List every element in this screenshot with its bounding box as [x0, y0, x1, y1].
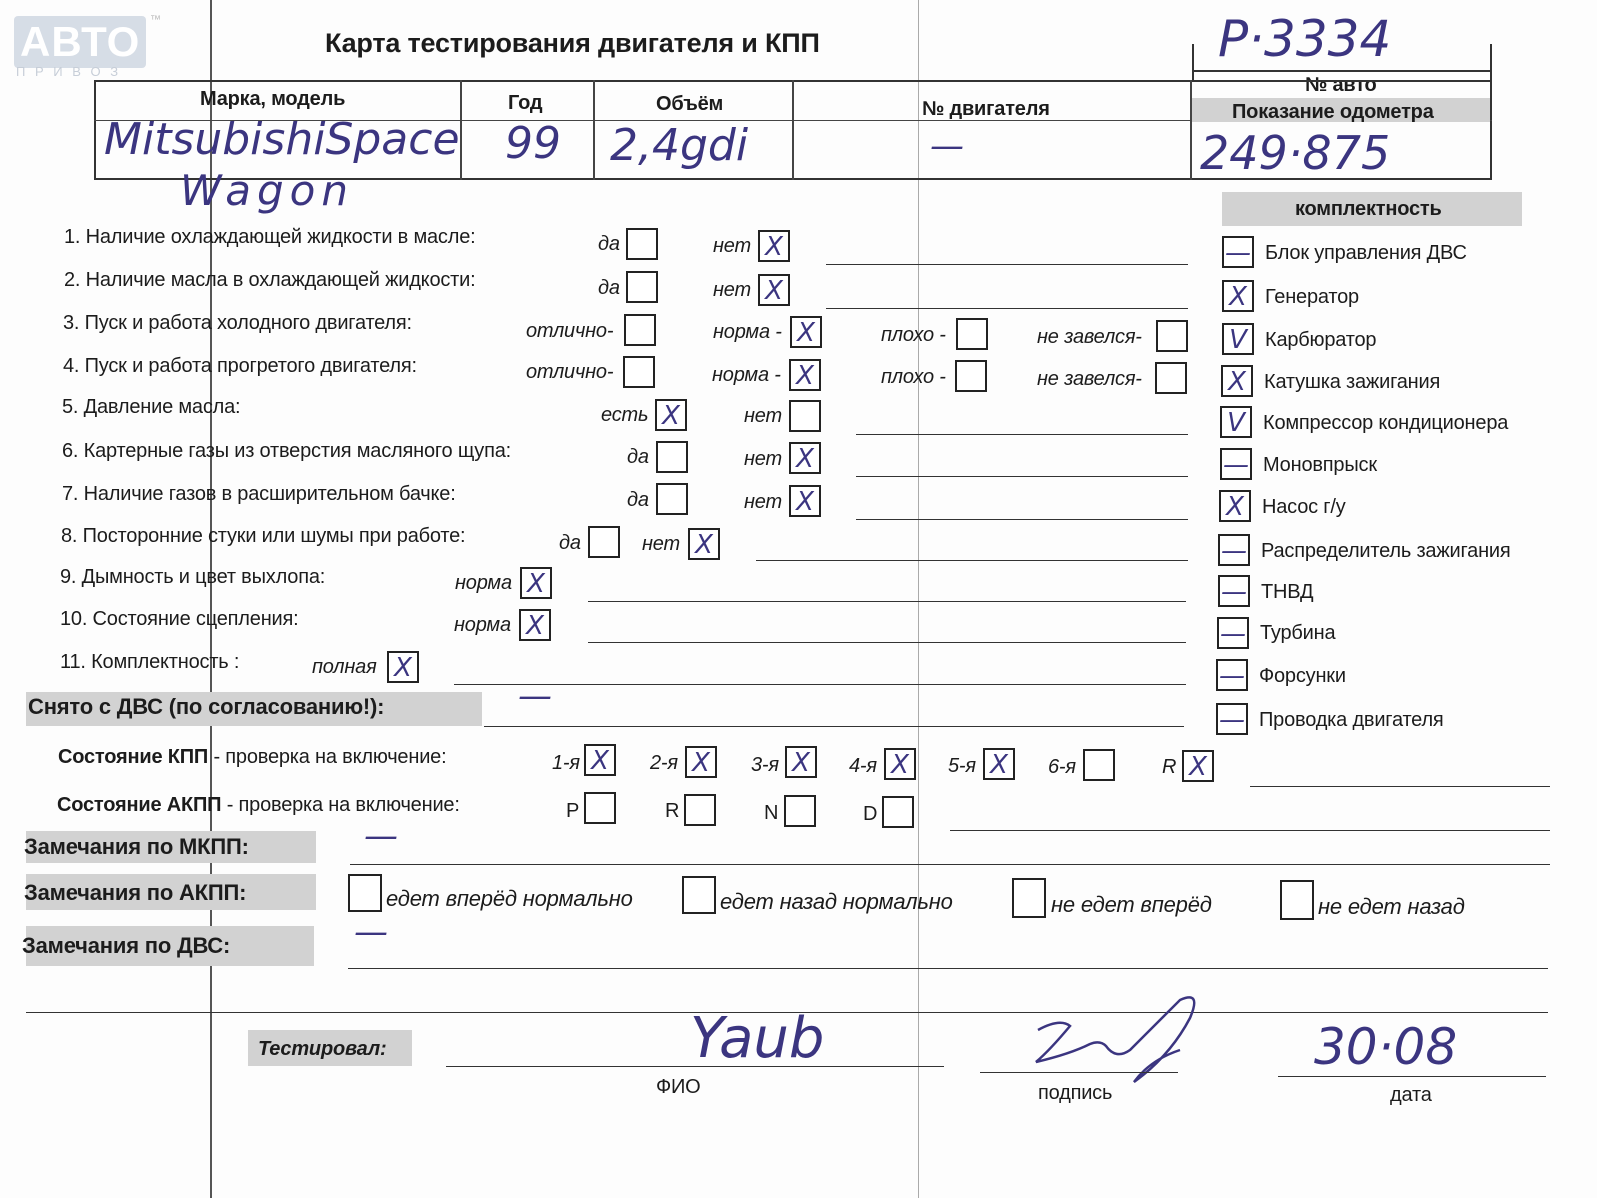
- completeness-item: Распределитель зажигания: [1261, 540, 1511, 562]
- option-label: норма -: [712, 364, 781, 386]
- checkbox-q2-no[interactable]: X: [758, 274, 790, 306]
- option-label: отлично-: [526, 320, 614, 342]
- date-line: [1278, 1076, 1546, 1077]
- fio-line: [446, 1066, 944, 1067]
- removed-value: —: [518, 676, 552, 716]
- header-col-divider: [460, 80, 462, 180]
- completeness-checkbox[interactable]: —: [1218, 534, 1250, 566]
- checkbox-q3-nostart[interactable]: [1156, 320, 1188, 352]
- akpp-label-rest: - проверка на включение:: [221, 794, 460, 816]
- option-label: не завелся-: [1037, 368, 1142, 390]
- checkbox-q3-bad[interactable]: [956, 318, 988, 350]
- completeness-item: Проводка двигателя: [1259, 709, 1444, 731]
- odometer-header: Показание одометра: [1232, 101, 1434, 123]
- notes-dvs-label: Замечания по ДВС:: [22, 933, 231, 958]
- akpp-gear-label: N: [764, 802, 779, 824]
- question-11: 11. Комплектность :: [60, 651, 240, 673]
- checkbox-q5-present[interactable]: X: [655, 399, 687, 431]
- year-value: 99: [505, 118, 561, 169]
- option-label: нет: [713, 279, 751, 301]
- question-10: 10. Состояние сцепления:: [60, 608, 299, 630]
- checkbox-q4-excellent[interactable]: [623, 356, 655, 388]
- option-label: да: [559, 532, 581, 554]
- gear-label: 1-я: [552, 752, 580, 774]
- checkbox-q6-yes[interactable]: [656, 441, 688, 473]
- checkbox-q5-no[interactable]: [789, 400, 821, 432]
- question-1: 1. Наличие охлаждающей жидкости в масле:: [64, 226, 476, 248]
- checkbox-q3-excellent[interactable]: [624, 314, 656, 346]
- notes-mkpp-value: —: [364, 816, 398, 856]
- checkbox-q8-no[interactable]: X: [688, 528, 720, 560]
- question-7: 7. Наличие газов в расширительном бачке:: [62, 483, 456, 505]
- completeness-checkbox[interactable]: —: [1216, 703, 1248, 735]
- answer-line: [348, 968, 1548, 969]
- make-header: Марка, модель: [200, 88, 346, 110]
- make-value: MitsubishiSpace: [104, 114, 460, 165]
- akpp-gear-label: D: [863, 803, 878, 825]
- gear-label: 3-я: [751, 754, 779, 776]
- checkbox-q4-bad[interactable]: [955, 360, 987, 392]
- header-border: [1192, 44, 1194, 80]
- checkbox-q7-no[interactable]: X: [789, 485, 821, 517]
- fio-value: Yaub: [690, 1006, 825, 1071]
- akpp-gear-label: R: [665, 800, 680, 822]
- answer-line: [350, 864, 1550, 865]
- completeness-item: Форсунки: [1259, 665, 1346, 687]
- tested-by-label: Тестировал:: [258, 1038, 387, 1060]
- completeness-item: Моновпрыск: [1263, 454, 1377, 476]
- checkbox-q7-yes[interactable]: [656, 483, 688, 515]
- signature-line: [980, 1072, 1178, 1073]
- option-label: нет: [642, 533, 680, 555]
- answer-line: [484, 726, 1184, 727]
- completeness-item: Генератор: [1265, 286, 1359, 308]
- option-label: нет: [744, 448, 782, 470]
- notes-akpp-label: Замечания по АКПП:: [24, 880, 247, 905]
- completeness-item: Компрессор кондиционера: [1263, 412, 1509, 434]
- option-label: да: [598, 277, 620, 299]
- notes-dvs-value: —: [354, 912, 388, 952]
- answer-line: [856, 476, 1188, 477]
- completeness-item: Карбюратор: [1265, 329, 1377, 351]
- logo: [14, 14, 161, 68]
- checkbox-akpp-forward-ok[interactable]: [348, 874, 382, 912]
- checkbox-q2-yes[interactable]: [626, 271, 658, 303]
- checkbox-gear-1[interactable]: X: [584, 744, 616, 776]
- checkbox-q8-yes[interactable]: [588, 526, 620, 558]
- checkbox-q4-normal[interactable]: X: [789, 359, 821, 391]
- akpp-label: [57, 794, 460, 817]
- answer-line: [950, 830, 1550, 831]
- completeness-checkbox[interactable]: —: [1216, 659, 1248, 691]
- option-label: норма -: [713, 321, 782, 343]
- checkbox-akpp-no-forward[interactable]: [1012, 878, 1046, 918]
- question-5: 5. Давление масла:: [62, 396, 241, 418]
- akpp-option: не едет назад: [1318, 894, 1465, 919]
- make-value-2: Wagon: [180, 166, 354, 215]
- checkbox-q10-normal[interactable]: X: [519, 609, 551, 641]
- checkbox-akpp-n[interactable]: [784, 795, 816, 827]
- gear-label: 2-я: [650, 752, 678, 774]
- answer-line: [856, 519, 1188, 520]
- mkpp-label-bold: Состояние КПП: [58, 746, 209, 768]
- option-label: да: [627, 489, 649, 511]
- removed-label: Снято с ДВС (по согласованию!):: [28, 694, 385, 719]
- checkbox-q1-no[interactable]: X: [758, 230, 790, 262]
- checkbox-gear-3[interactable]: X: [785, 746, 817, 778]
- volume-value: 2,4gdi: [610, 120, 749, 171]
- completeness-checkbox[interactable]: —: [1218, 575, 1250, 607]
- option-label: норма: [454, 614, 511, 636]
- option-label: норма: [455, 572, 512, 594]
- option-label: полная: [312, 656, 377, 678]
- completeness-title: комплектность: [1295, 198, 1442, 220]
- answer-line: [588, 642, 1186, 643]
- completeness-checkbox[interactable]: V: [1220, 406, 1252, 438]
- answer-line: [756, 560, 1188, 561]
- akpp-option: едет вперёд нормально: [386, 886, 633, 911]
- logo-tm: ™: [150, 14, 161, 26]
- completeness-item: Насос г/у: [1262, 496, 1346, 518]
- mkpp-label-rest: - проверка на включение:: [208, 746, 447, 768]
- date-value: 30·08: [1314, 1018, 1458, 1076]
- odometer-value: 249·875: [1200, 126, 1391, 180]
- car-number-label: № авто: [1305, 74, 1377, 96]
- completeness-item: Блок управления ДВС: [1265, 242, 1467, 264]
- akpp-option: едет назад нормально: [720, 889, 953, 914]
- answer-line: [588, 601, 1186, 602]
- checkbox-q3-normal[interactable]: X: [790, 316, 822, 348]
- header-col-divider: [593, 80, 595, 180]
- checkbox-q4-nostart[interactable]: [1155, 362, 1187, 394]
- checkbox-akpp-d[interactable]: [882, 796, 914, 828]
- year-header: Год: [508, 92, 543, 114]
- checkbox-gear-4[interactable]: X: [884, 748, 916, 780]
- completeness-checkbox[interactable]: —: [1220, 448, 1252, 480]
- answer-line: [856, 434, 1188, 435]
- option-label: нет: [713, 235, 751, 257]
- page-title: Карта тестирования двигателя и КПП: [325, 28, 820, 58]
- logo-text: АВТО: [20, 18, 141, 65]
- header-border: [1490, 44, 1492, 80]
- completeness-checkbox[interactable]: X: [1222, 280, 1254, 312]
- completeness-checkbox[interactable]: —: [1217, 617, 1249, 649]
- engine-no-value: —: [930, 126, 964, 166]
- question-4: 4. Пуск и работа прогретого двигателя:: [63, 355, 417, 377]
- date-label: дата: [1390, 1084, 1432, 1106]
- completeness-checkbox[interactable]: X: [1219, 490, 1251, 522]
- question-6: 6. Картерные газы из отверстия масляного щупа:: [62, 440, 512, 462]
- option-label: плохо -: [881, 366, 946, 388]
- signature: [1030, 990, 1210, 1090]
- checkbox-akpp-r[interactable]: [684, 794, 716, 826]
- volume-header: Объём: [656, 93, 724, 115]
- question-3: 3. Пуск и работа холодного двигателя:: [63, 312, 412, 334]
- checkbox-q9-normal[interactable]: X: [520, 567, 552, 599]
- checkbox-gear-2[interactable]: X: [685, 746, 717, 778]
- car-number-value: P·3334: [1218, 10, 1392, 68]
- checkbox-q11-full[interactable]: X: [387, 651, 419, 683]
- gear-label: 5-я: [948, 755, 976, 777]
- checkbox-gear-r[interactable]: X: [1182, 750, 1214, 782]
- option-label: да: [598, 233, 620, 255]
- option-label: отлично-: [526, 361, 614, 383]
- answer-line: [454, 684, 1186, 685]
- engine-no-header: № двигателя: [922, 98, 1050, 120]
- header-col-divider: [792, 80, 794, 180]
- akpp-option: не едет вперёд: [1051, 892, 1212, 917]
- option-label: не завелся-: [1037, 326, 1142, 348]
- checkbox-gear-6[interactable]: [1083, 749, 1115, 781]
- gear-label: 6-я: [1048, 756, 1076, 778]
- checkbox-gear-5[interactable]: X: [983, 748, 1015, 780]
- question-8: 8. Посторонние стуки или шумы при работе:: [61, 525, 466, 547]
- header-col-divider: [1190, 80, 1192, 180]
- gear-label: R: [1162, 756, 1177, 778]
- akpp-label-bold: Состояние АКПП: [57, 794, 222, 816]
- notes-mkpp-label: Замечания по МКПП:: [24, 834, 249, 859]
- option-label: нет: [744, 405, 782, 427]
- checkbox-akpp-no-back[interactable]: [1280, 880, 1314, 920]
- option-label: нет: [744, 491, 782, 513]
- completeness-item: Турбина: [1260, 622, 1336, 644]
- answer-line: [826, 264, 1188, 265]
- question-2: 2. Наличие масла в охлаждающей жидкости:: [64, 269, 476, 291]
- checkbox-q6-no[interactable]: X: [789, 442, 821, 474]
- header-border: [1192, 70, 1492, 72]
- logo-subtitle: П Р И В О З: [16, 64, 122, 79]
- akpp-gear-label: P: [566, 800, 580, 822]
- completeness-checkbox[interactable]: V: [1222, 323, 1254, 355]
- answer-line: [1250, 786, 1550, 787]
- option-label: да: [627, 446, 649, 468]
- option-label: есть: [601, 404, 649, 426]
- answer-line: [826, 308, 1188, 309]
- completeness-item: Катушка зажигания: [1264, 371, 1441, 393]
- completeness-checkbox[interactable]: X: [1221, 365, 1253, 397]
- mkpp-label: [58, 746, 446, 769]
- signature-label: подпись: [1038, 1082, 1113, 1104]
- completeness-item: ТНВД: [1261, 581, 1314, 603]
- checkbox-q1-yes[interactable]: [626, 228, 658, 260]
- question-9: 9. Дымность и цвет выхлопа:: [60, 566, 326, 588]
- checkbox-akpp-p[interactable]: [584, 792, 616, 824]
- gear-label: 4-я: [849, 755, 877, 777]
- fio-label: ФИО: [656, 1076, 701, 1098]
- checkbox-akpp-back-ok[interactable]: [682, 876, 716, 914]
- option-label: плохо -: [881, 324, 946, 346]
- completeness-checkbox[interactable]: —: [1222, 236, 1254, 268]
